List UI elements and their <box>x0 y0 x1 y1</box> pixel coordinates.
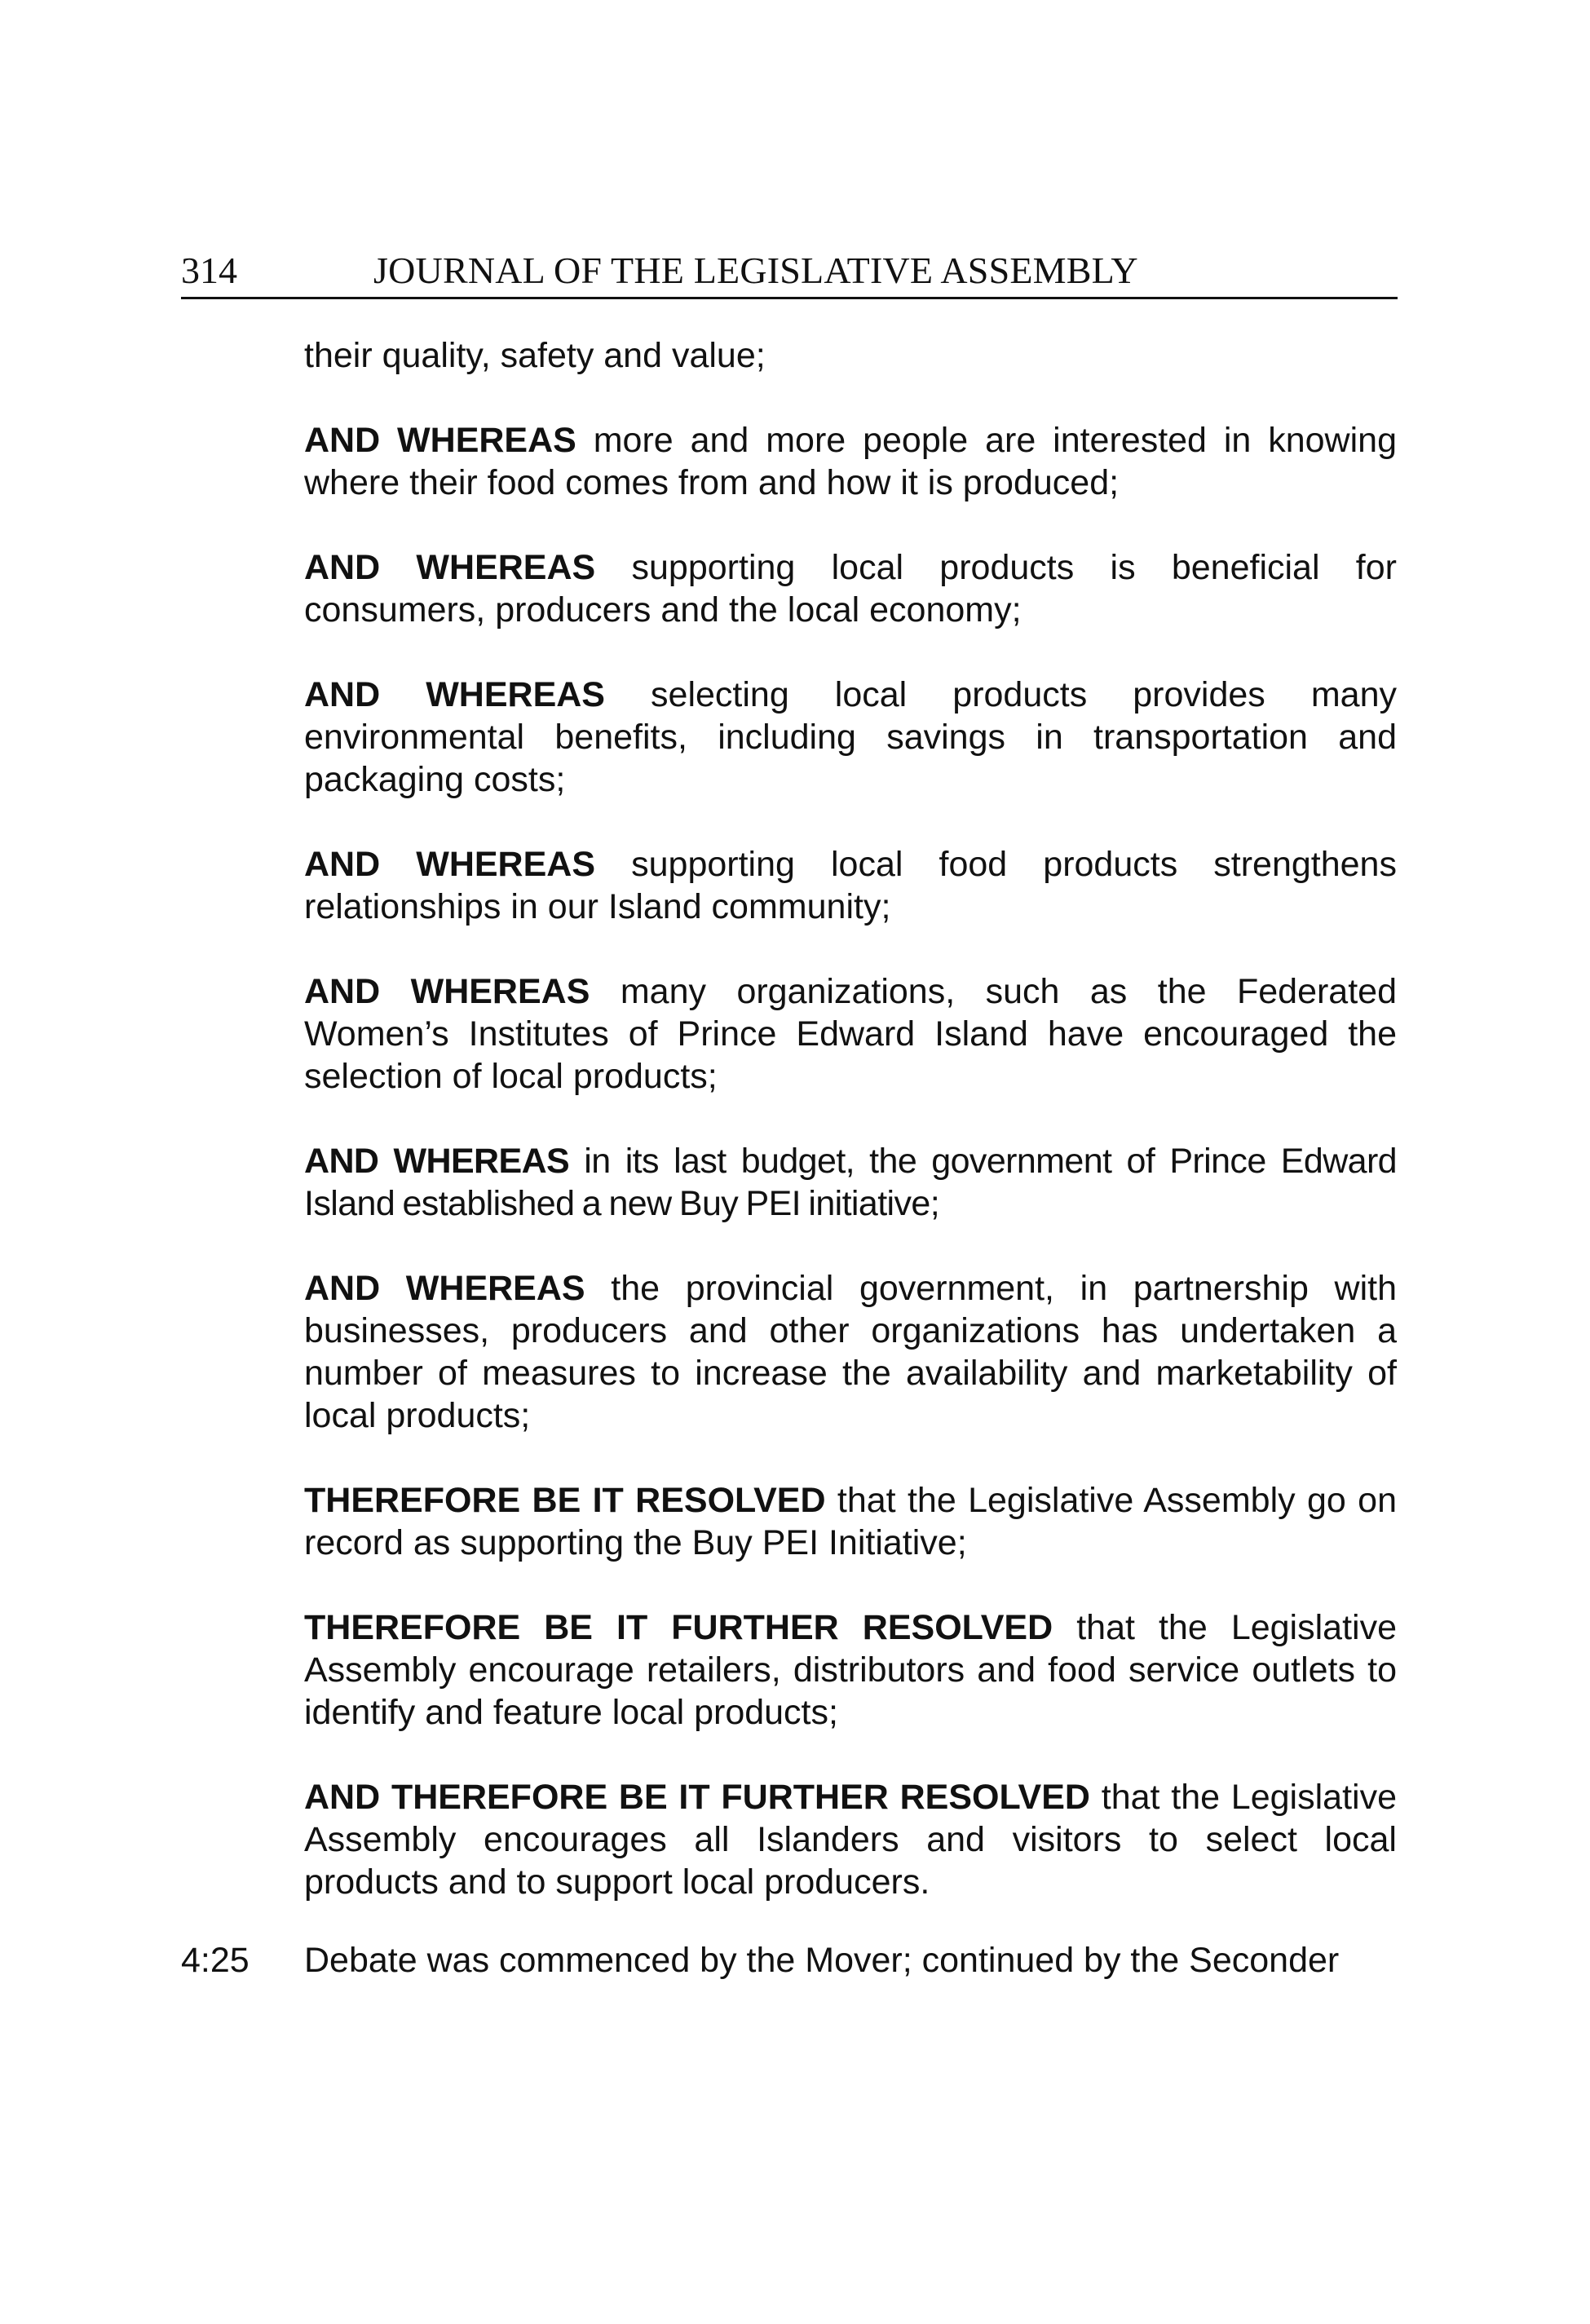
resolution-text <box>304 334 1397 1946</box>
paragraph-text: selecting local products provides many environmental benefits, including savings in transportation and packaging costs; <box>304 675 1397 799</box>
paragraph-lead: AND WHEREAS <box>304 421 576 460</box>
whereas-paragraph <box>304 546 1397 631</box>
journal-title: JOURNAL OF THE LEGISLATIVE ASSEMBLY <box>373 250 1138 291</box>
paragraph-lead: THEREFORE BE IT RESOLVED <box>304 1481 826 1520</box>
paragraph-lead: AND WHEREAS <box>304 972 590 1011</box>
running-head <box>181 245 1398 299</box>
paragraph-text: more and more people are interested in knowing where their food comes from and how it is produced; <box>304 421 1397 502</box>
paragraph-lead: AND THEREFORE BE IT FURTHER RESOLVED <box>304 1778 1090 1817</box>
paragraph-text: that the Legislative Assembly encourage retailers, distributors and food service outlets to identify and feature local products; <box>304 1608 1397 1732</box>
whereas-paragraph <box>304 1267 1397 1437</box>
paragraph-text: their quality, safety and value; <box>304 336 766 375</box>
paragraph-text: that the Legislative Assembly encourages all Islanders and visitors to select local products and to support local producers. <box>304 1778 1397 1902</box>
paragraph-lead: AND WHEREAS <box>304 845 596 884</box>
paragraph-text: supporting local food products strengthens relationships in our Island community; <box>304 845 1397 926</box>
proceedings-text: Debate was commenced by the Mover; continued by the Seconder <box>304 1941 1340 1980</box>
paragraph-text: in its last budget, the government of Prince Edward Island established a new Buy PEI initiative; <box>304 1142 1397 1223</box>
paragraph-text: supporting local products is beneficial for consumers, producers and the local economy; <box>304 548 1397 630</box>
resolved-paragraph <box>304 1776 1397 1903</box>
paragraph-lead: AND WHEREAS <box>304 548 596 587</box>
paragraph-continuation <box>304 334 1397 377</box>
page-number: 314 <box>181 250 237 291</box>
time-stamp: 4:25 <box>181 1941 250 1980</box>
paragraph-lead: AND WHEREAS <box>304 1142 570 1181</box>
paragraph-lead: AND WHEREAS <box>304 675 605 714</box>
resolved-paragraph <box>304 1606 1397 1734</box>
paragraph-lead: THEREFORE BE IT FURTHER RESOLVED <box>304 1608 1053 1647</box>
paragraph-lead: AND WHEREAS <box>304 1269 585 1308</box>
whereas-paragraph <box>304 843 1397 928</box>
resolved-paragraph <box>304 1479 1397 1564</box>
paragraph-text: that the Legislative Assembly go on record as supporting the Buy PEI Initiative; <box>304 1481 1397 1562</box>
whereas-paragraph <box>304 419 1397 504</box>
whereas-paragraph <box>304 674 1397 801</box>
whereas-paragraph <box>304 970 1397 1098</box>
whereas-paragraph <box>304 1140 1397 1225</box>
paragraph-text: the provincial government, in partnership with businesses, producers and other organizations has undertaken a number of measures to increase the availability and marketability of local products; <box>304 1269 1397 1435</box>
paragraph-text: many organizations, such as the Federated Women’s Institutes of Prince Edward Island have encouraged the selection of local products; <box>304 972 1397 1096</box>
